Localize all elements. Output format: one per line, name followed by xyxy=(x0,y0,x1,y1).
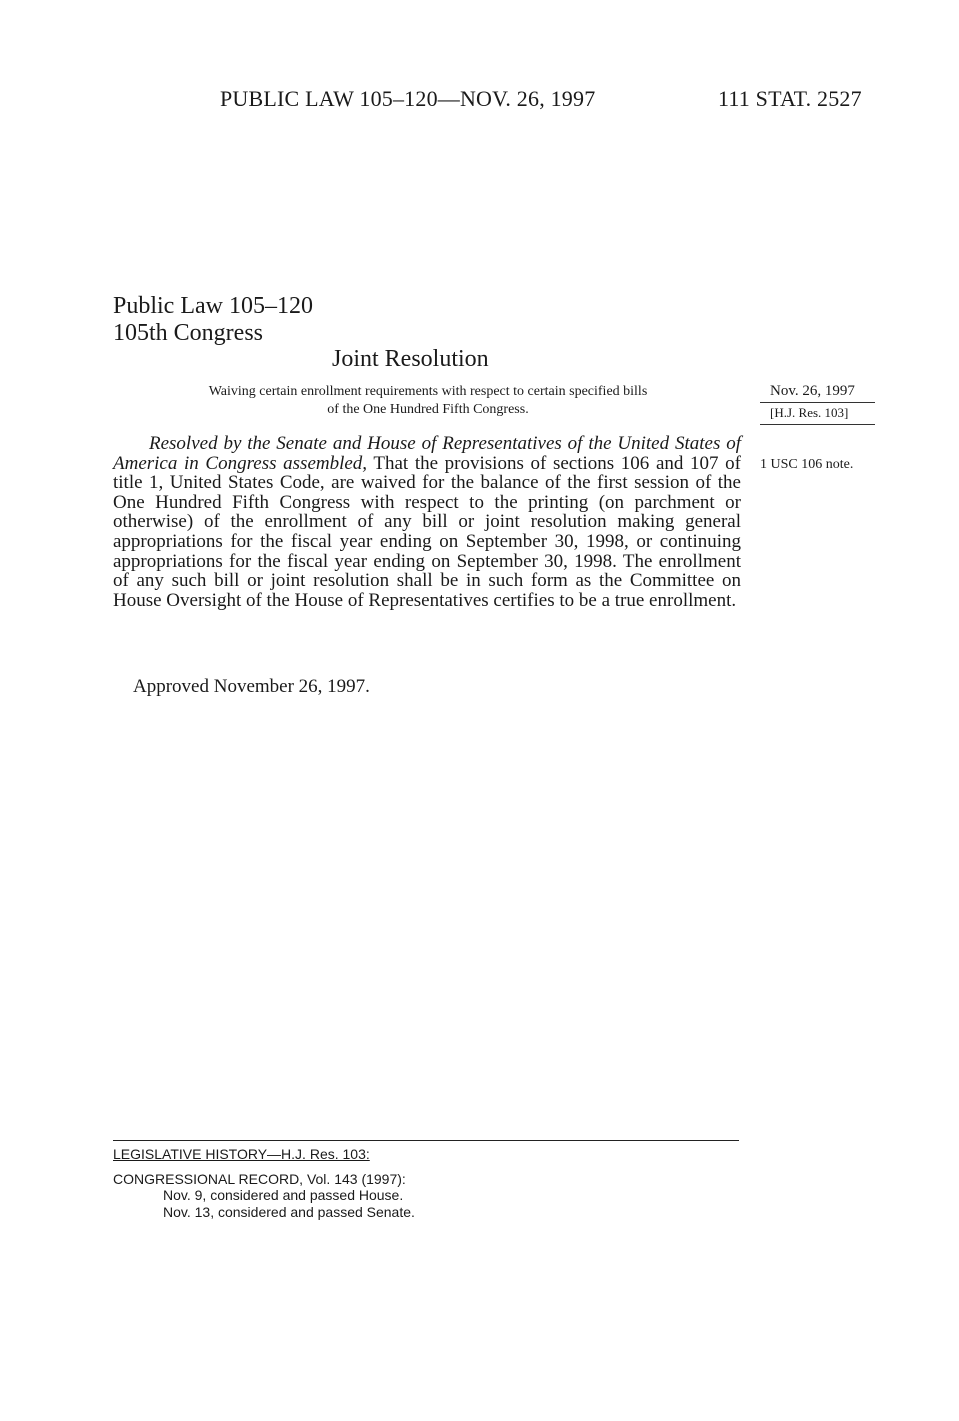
footnote-rule xyxy=(113,1140,739,1141)
margin-date: Nov. 26, 1997 xyxy=(770,383,855,399)
congressional-record-line: CONGRESSIONAL RECORD, Vol. 143 (1997): xyxy=(113,1171,406,1187)
legislative-history-heading xyxy=(113,1146,370,1162)
margin-divider-bottom xyxy=(760,424,875,425)
legislative-history-label: LEGISLATIVE HISTORY—H.J. Res. 103: xyxy=(113,1146,370,1162)
approval-date: Approved November 26, 1997. xyxy=(133,676,370,697)
running-head-page-citation: 111 STAT. 2527 xyxy=(718,86,862,111)
running-head-left: PUBLIC LAW 105–120—NOV. 26, 1997 xyxy=(220,86,596,111)
history-entry: Nov. 13, considered and passed Senate. xyxy=(163,1204,415,1220)
margin-resolution-number: [H.J. Res. 103] xyxy=(770,405,849,420)
caption-line-2: of the One Hundred Fifth Congress. xyxy=(327,402,529,417)
congress-label: 105th Congress xyxy=(113,320,263,346)
resolution-text: That the provisions of sections 106 and 107 of title 1, United States Code, are waived for the balance of the first session of the One Hundred Fifth Congress with respect to the printing (on parchment or otherwise) of the enrollment of any bill or joint resolution making general appropriations for the fiscal year ending on September 30, 1998, or continuing appropriations for the fiscal year ending on September 30, 1998. The enrollment of any such bill or joint resolution shall be in such form as the Committee on House Oversight of the House of Representatives certifies to be a true enrollment. xyxy=(113,452,741,611)
public-law-number: Public Law 105–120 xyxy=(113,293,313,319)
margin-divider xyxy=(760,402,875,403)
caption-line-1: Waiving certain enrollment requirements with respect to certain specified bills xyxy=(208,384,648,399)
resolving-clause: Resolved by the Senate and House of Representatives of the United States of America in Congress assembled, xyxy=(113,433,741,474)
resolution-body xyxy=(113,434,741,610)
history-entry: Nov. 9, considered and passed House. xyxy=(163,1187,404,1203)
document-type-heading: Joint Resolution xyxy=(332,346,489,372)
margin-usc-note: 1 USC 106 note. xyxy=(760,457,854,472)
